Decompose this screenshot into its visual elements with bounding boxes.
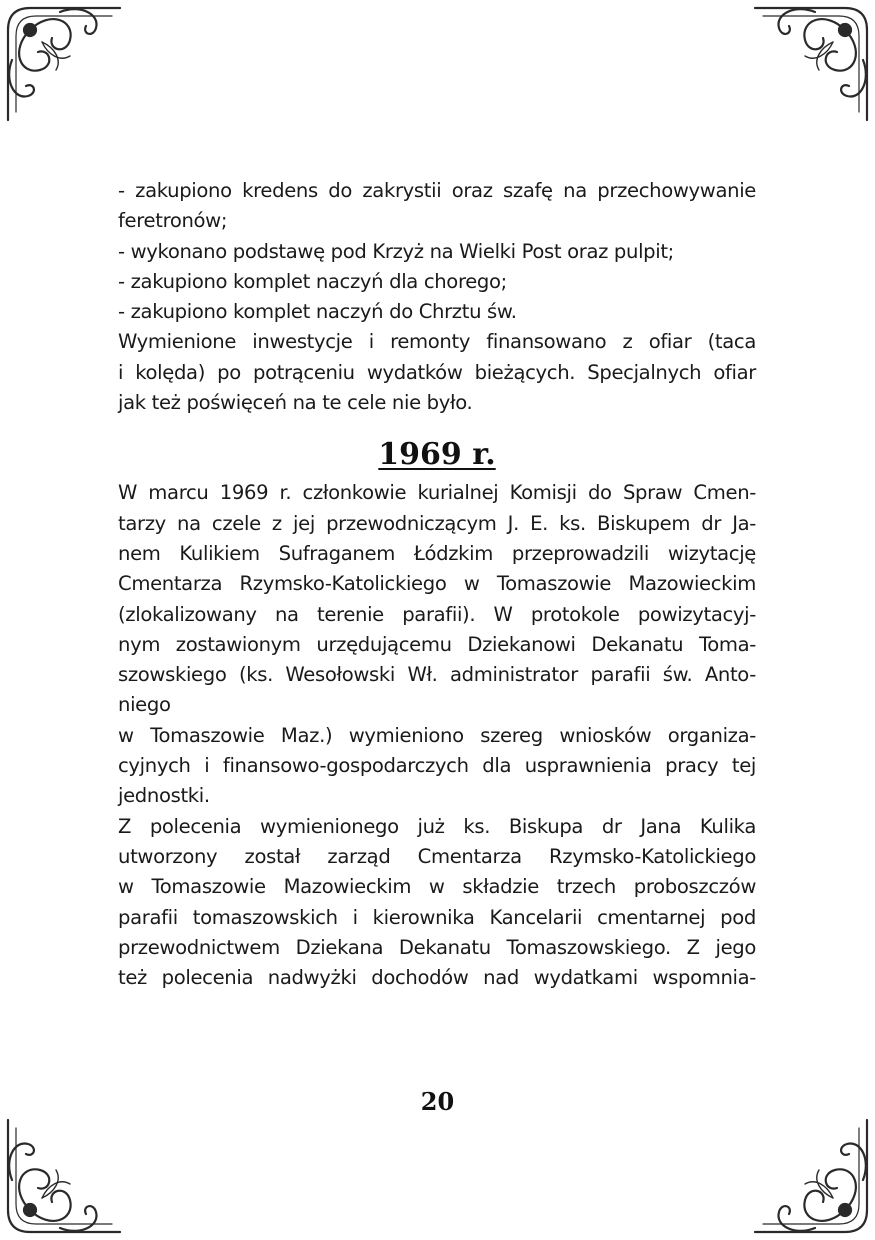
text-line: - wykonano podstawę pod Krzyż na Wielki Post oraz pulpit;	[118, 239, 674, 263]
intro-paragraph	[118, 176, 756, 418]
text-line: tarzy na czele z jej przewodniczącym J. E. ks. Biskupem dr Ja-	[118, 511, 756, 535]
text-line: w Tomaszowie Maz.) wymieniono szereg wniosków organiza-	[118, 723, 756, 747]
text-line: też polecenia nadwyżki dochodów nad wydatkami wspomnia-	[118, 966, 756, 990]
text-line: nem Kulikiem Sufraganem Łódzkim przeprowadzili wizytację	[118, 541, 756, 565]
section-heading: 1969 r.	[378, 437, 496, 473]
text-line: feretronów;	[118, 209, 228, 233]
text-line: Wymienione inwestycje i remonty finansowano z ofiar (taca	[118, 330, 756, 354]
corner-ornament-icon	[0, 1110, 130, 1240]
text-line: niego	[118, 693, 171, 717]
corner-ornament-icon	[745, 1110, 875, 1240]
text-line: - zakupiono komplet naczyń dla chorego;	[118, 269, 507, 293]
text-line: Z polecenia wymienionego już ks. Biskupa dr Jana Kulika	[118, 814, 756, 838]
corner-ornament-icon	[0, 0, 130, 130]
page-content	[118, 176, 756, 993]
text-line: W marcu 1969 r. członkowie kurialnej Komisji do Spraw Cmen-	[118, 481, 756, 505]
text-line: i kolęda) po potrąceniu wydatków bieżących. Specjalnych ofiar	[118, 360, 756, 384]
text-line: cyjnych i finansowo-gospodarczych dla usprawnienia pracy tej	[118, 754, 756, 778]
corner-ornament-icon	[745, 0, 875, 130]
text-line: - zakupiono komplet naczyń do Chrztu św.	[118, 300, 517, 324]
text-line: jednostki.	[118, 784, 210, 808]
text-line: nym zostawionym urzędującemu Dziekanowi Dekanatu Toma-	[118, 632, 756, 656]
text-line: utworzony został zarząd Cmentarza Rzymsko-Katolickiego	[118, 844, 756, 868]
body-paragraph	[118, 478, 756, 993]
text-line: jak też poświęceń na te cele nie było.	[118, 391, 473, 415]
text-line: Cmentarza Rzymsko-Katolickiego w Tomaszowie Mazowieckim	[118, 572, 756, 596]
page-number: 20	[420, 1087, 455, 1116]
text-line: - zakupiono kredens do zakrystii oraz szafę na przechowywanie	[118, 179, 756, 202]
text-line: szowskiego (ks. Wesołowski Wł. administrator parafii św. Anto-	[118, 663, 756, 687]
text-line: (zlokalizowany na terenie parafii). W protokole powizytacyj-	[118, 602, 756, 626]
text-line: przewodnictwem Dziekana Dekanatu Tomaszowskiego. Z jego	[118, 935, 756, 959]
text-line: w Tomaszowie Mazowieckim w składzie trzech proboszczów	[118, 875, 756, 899]
text-line: parafii tomaszowskich i kierownika Kancelarii cmentarnej pod	[118, 905, 756, 929]
